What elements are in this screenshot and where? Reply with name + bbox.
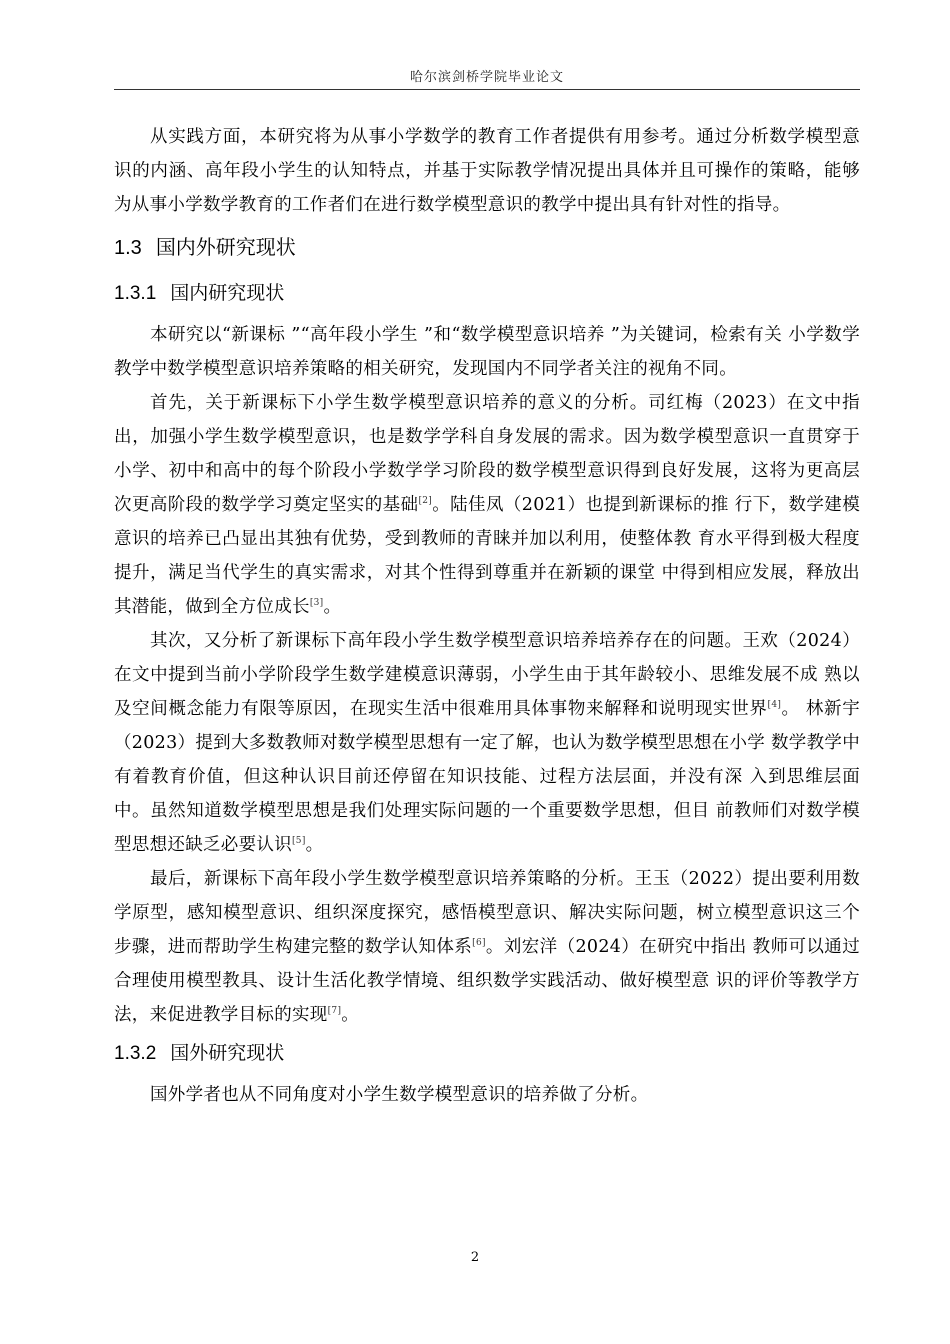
text-run: 首先，关于新课标下小学生数学模型意识培养的意义的分析。司红梅（2023）在文中指出，加强小学生数学模型意识，也是数学学科自身发展的需求。因为数学模型意识一直贯穿于小学、初中和高中的每个阶段小学数学学习阶段的数学模型意识得到良好发展，这将为更高层次更高阶段的数学学习奠定坚实的基础 — [114, 393, 860, 515]
citation: [2] — [418, 496, 433, 506]
text-run: 。 — [341, 1005, 360, 1025]
citation: [4] — [767, 700, 782, 710]
text-run: 。 — [323, 597, 342, 617]
section-heading-1-3-1 — [114, 274, 860, 314]
page-number: 2 — [470, 1250, 480, 1265]
paragraph-foreign: 国外学者也从不同角度对小学生数学模型意识的培养做了分析。 — [150, 1085, 649, 1105]
section-number: 1.3 — [114, 237, 142, 259]
text-run: 其次，又分析了新课标下高年段小学生数学模型意识培养培养存在的问题。王欢（2024） 在文中提到当前小学阶段学生数学建模意识薄弱，小学生由于其年龄较小、思维发展不成 熟以及空间概念能力有限等原因，在现实生活中很难用具体事物来解释和说明现实世界 — [114, 631, 860, 719]
text-run: 。 林新宇（2023）提到大多数教师对数学模型思想有一定了解，也认为数学模型思想在小学 数学教学中有着教育价值，但这种认识目前还停留在知识技能、过程方法层面，并没有深 入到思维层面中。虽然知道数学模型思想是我们处理实际问题的一个重要数学思想，但目 前教师们对数学模型思想还缺乏必要认识 — [114, 699, 861, 855]
section-number: 1.3.2 — [114, 1043, 157, 1064]
running-header: 哈尔滨剑桥学院毕业论文 — [409, 70, 564, 85]
citation: [3] — [309, 598, 324, 608]
section-title: 国内外研究现状 — [155, 237, 296, 259]
citation: [7] — [327, 1006, 342, 1016]
citation: [6] — [472, 938, 486, 948]
paragraph-first — [114, 386, 860, 624]
section-title: 国外研究现状 — [170, 1043, 285, 1064]
paragraph-last — [114, 862, 860, 1032]
page-body — [114, 120, 860, 1112]
paragraph-keywords: 本研究以“新课标 ”“高年段小学生 ”和“数学模型意识培养 ”为关键词，检索有关 小学数学教学中数学模型意识培养策略的相关研究，发现国内不同学者关注的视角不同。 — [114, 325, 860, 379]
section-number: 1.3.1 — [114, 283, 157, 304]
text-run: 。陆佳凤（2021）也提到新课标的推 行下，数学建模意识的培养已凸显出其独有优势，受到教师的青睐并加以利用，使整体教 育水平得到极大程度提升，满足当代学生的真实需求，对其个性得到尊重并在新颖的课堂 中得到相应发展，释放出其潜能，做到全方位成长 — [114, 495, 860, 617]
text-run: 。 — [305, 835, 324, 855]
section-heading-1-3 — [114, 228, 860, 268]
text-run: 最后，新课标下高年段小学生数学模型意识培养策略的分析。王玉（2022）提出要利用数学原型，感知模型意识、组织深度探究，感悟模型意识、解决实际问题，树立模型意识这三个步骤，进而帮助学生构建完整的数学认知体系 — [114, 869, 860, 957]
section-heading-1-3-2 — [114, 1034, 860, 1074]
paragraph-practice: 从实践方面，本研究将为从事小学数学的教育工作者提供有用参考。通过分析数学模型意识的内涵、高年段小学生的认知特点，并基于实际教学情况提出具体并且可操作的策略，能够为从事小学数学教育的工作者们在进行数学模型意识的教学中提出具有针对性的指导。 — [114, 127, 860, 215]
citation: [5] — [292, 836, 306, 846]
paragraph-second — [114, 624, 860, 862]
section-title: 国内研究现状 — [170, 283, 285, 304]
text-run: 。刘宏洋（2024）在研究中指出 教师可以通过合理使用模型教具、设计生活化教学情境、组织数学实践活动、做好模型意 识的评价等教学方法，来促进教学目标的实现 — [114, 937, 860, 1025]
header-rule — [114, 89, 860, 90]
